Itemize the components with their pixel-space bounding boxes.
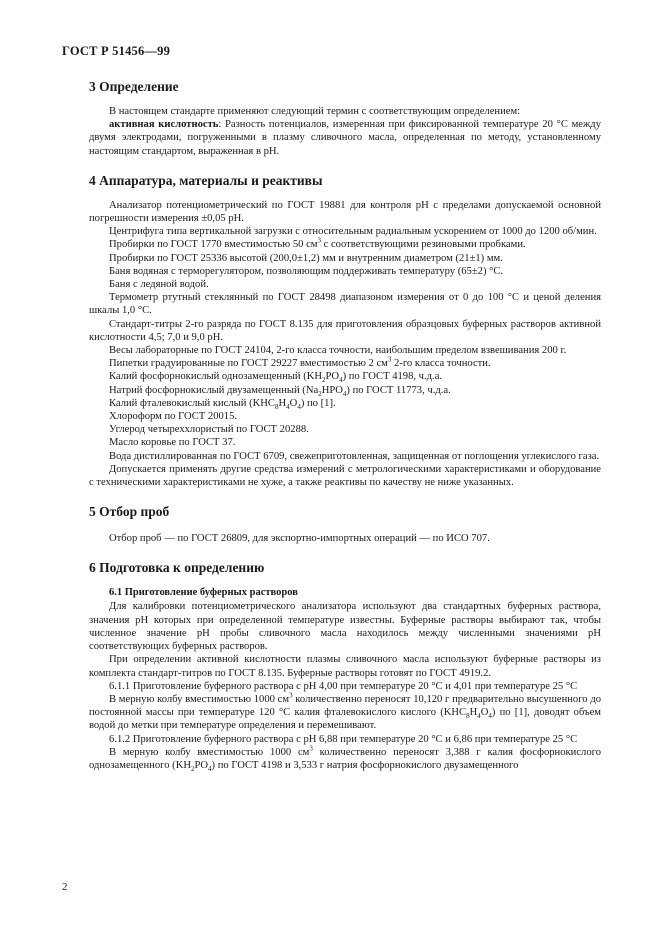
substitution-note: Допускается применять другие средства измерений с метрологическими характеристиками и оборудование с техническими характеристиками не хуже, а также реактивы по качеству не ниже указанных. xyxy=(89,463,601,489)
equipment-item: Стандарт-титры 2-го разряда по ГОСТ 8.135 для приготовления образцовых буферных растворов активной кислотности 4,5; 7,0 и 9,0 pH. xyxy=(89,318,601,343)
reagent-item: Натрий фосфорнокислый двузамещенный $(Na_2HPO_4)$ по ГОСТ 11773, ч.д.а. xyxy=(109,384,451,398)
clause-6-1-2: 6.1.2 Приготовление буферного раствора с pH 6,88 при температуре 20 °С и 6,86 при температуре 25 °С xyxy=(109,733,578,745)
definition-text: : Разность потенциалов, измеренная при фиксированной температуре 20 °С между двумя электродами, погруженными в плазму сливочного масла, определенная по методу, установленному настоящим стандартом, выраженная в pH. xyxy=(89,119,601,157)
paragraph: Для калибровки потенциометрического анализатора используют два стандартных буферных раствора, значения pH которых при определенной температуре известны. Буферные растворы выбирают так, чтобы численное значение pH пробы сливочного масла находилось между численными значениями pH соответствующих буферных растворов. xyxy=(89,601,601,653)
equipment-item: Весы лабораторные по ГОСТ 24104, 2-го класса точности, наибольшим пределом взвешивания 200 г. xyxy=(109,345,567,357)
document-body xyxy=(89,78,601,772)
section-3-intro: В настоящем стандарте применяют следующий термин с соответствующим определением: xyxy=(109,106,521,117)
equipment-item: Пипетки градуированные по ГОСТ 29227 вместимостью 2 $см^3$ 2-го класса точности. xyxy=(109,355,491,370)
reagent-item: Масло коровье по ГОСТ 37. xyxy=(109,437,236,449)
equipment-item: Пробирки по ГОСТ 25336 высотой (200,0±1,2) мм и внутренним диаметром (21±1) мм. xyxy=(109,252,503,264)
reagent-item: Хлороформ по ГОСТ 20015. xyxy=(109,411,238,423)
running-header: ГОСТ Р 51456—99 xyxy=(62,44,171,58)
section-3-definition xyxy=(89,118,601,158)
section-3-heading: 3 Определение xyxy=(89,79,179,94)
page-number: 2 xyxy=(62,881,68,893)
reagent-item: Калий фталевокислый кислый $(KHC_8H_4O_4)$ по [1]. xyxy=(109,397,336,411)
section-6-heading: 6 Подготовка к определению xyxy=(89,560,265,576)
section-5-heading: 5 Отбор проб xyxy=(89,504,170,520)
equipment-item: Анализатор потенциометрический по ГОСТ 19881 для контроля pH с пределами допускаемой основной погрешности измерения ±0,05 pH. xyxy=(89,199,601,225)
defined-term: активная кислотность xyxy=(109,119,219,131)
reagent-item: Калий фосфорнокислый однозамещенный $(KH_2PO_4)$ по ГОСТ 4198, ч.д.а. xyxy=(109,371,443,385)
equipment-item: Пробирки по ГОСТ 1770 вместимостью 50 $см^3$ с соответствующими резиновыми пробками. xyxy=(109,236,526,251)
paragraph: В мерную колбу вместимостью 1000 $см^3$ количественно переносят 10,120 г предварительно высушенного до постоянной массы при температуре 120 °С калия фталевокислого кислого $(KHC_8H_4O_4)$ по [1], доводят объем водой до метки при температуре определения и перемешивают. xyxy=(89,691,602,732)
equipment-item: Центрифуга типа вертикальной загрузки с относительным радиальным ускорением от 1000 до 1200 об/мин. xyxy=(109,226,597,238)
equipment-item: Баня с ледяной водой. xyxy=(109,279,209,291)
reagent-item: Углерод четыреххлористый по ГОСТ 20288. xyxy=(109,424,309,436)
equipment-item: Термометр ртутный стеклянный по ГОСТ 28498 диапазоном измерения от 0 до 100 °С и ценой деления шкалы 1,0 °С. xyxy=(89,292,601,317)
paragraph: В мерную колбу вместимостью 1000 $см^3$ количественно переносят 3,388 г калия фосфорнокислого однозамещенного $(KH_2PO_4)$ по ГОСТ 4198 и 3,533 г натрия фосфорнокислого двузамещенного xyxy=(89,744,601,774)
sampling-text: Отбор проб — по ГОСТ 26809, для экспортно-импортных операций — по ИСО 707. xyxy=(109,533,490,545)
subsection-6-1-heading: 6.1 Приготовление буферных растворов xyxy=(109,587,298,599)
reagent-item: Вода дистиллированная по ГОСТ 6709, свежеприготовленная, защищенная от поглощения углекислого газа. xyxy=(109,450,600,462)
equipment-item: Баня водяная с терморегулятором, позволяющим поддерживать температуру (65±2) °С. xyxy=(109,265,504,277)
paragraph: При определении активной кислотности плазмы сливочного масла используют буферные растворы из комплекта стандарт-титров по ГОСТ 8.135. Буферные растворы готовят по ГОСТ 4919.2. xyxy=(89,654,601,679)
clause-6-1-1: 6.1.1 Приготовление буферного раствора с pH 4,00 при температуре 20 °С и 4,01 при температуре 25 °С xyxy=(109,680,578,692)
section-4-heading: 4 Аппаратура, материалы и реактивы xyxy=(89,172,323,188)
